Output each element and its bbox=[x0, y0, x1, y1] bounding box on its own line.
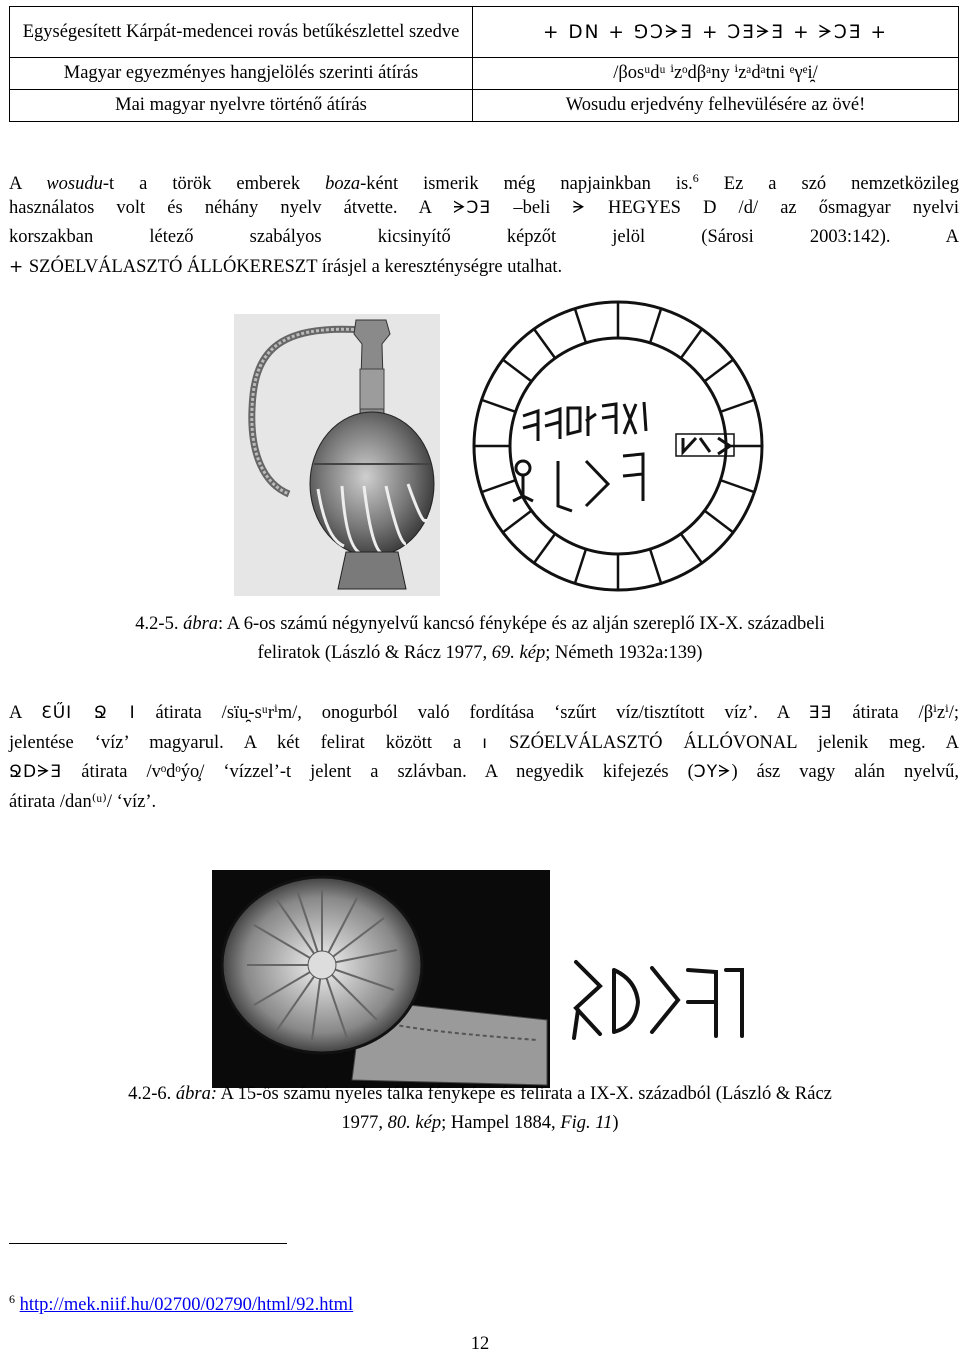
italic-term: boza bbox=[325, 174, 361, 195]
footnote-ref[interactable]: 6 bbox=[692, 171, 699, 185]
rune-separator: ı bbox=[482, 732, 488, 753]
caption-text: feliratok (László & Rácz 1977, bbox=[257, 643, 492, 663]
text: –beli bbox=[513, 197, 551, 218]
header-row3-label: Mai magyar nyelvre történő átírás bbox=[10, 90, 473, 122]
text: Ez a szó nemzetközileg bbox=[698, 174, 960, 195]
text: -t a török emberek bbox=[102, 174, 326, 195]
caption-number: 4.2-6. bbox=[128, 1084, 176, 1104]
footnote-link[interactable]: http://mek.niif.hu/02700/02790/html/92.html bbox=[19, 1295, 354, 1316]
text: -ként ismerik még napjainkban is. bbox=[360, 174, 693, 195]
text: korszakban létező szabályos kicsinyítő képzőt jelöl (Sárosi 2003:142). A bbox=[9, 227, 959, 247]
header-table bbox=[9, 6, 959, 122]
rune-glyphs: ƐŰI Ջ I bbox=[41, 703, 136, 723]
caption-ref: 80. kép bbox=[387, 1113, 442, 1133]
caption-text: ; Németh 1932a:139) bbox=[545, 643, 703, 663]
caption-text: : A 6-os számú négynyelvű kancsó fényképe és az alján szereplő IX-X. századbeli bbox=[218, 614, 825, 634]
header-row1-label: Egységesített Kárpát-medencei rovás betűkészlettel szedve bbox=[10, 7, 473, 58]
footnote bbox=[9, 1292, 353, 1316]
caption-label: ábra: bbox=[175, 1084, 218, 1104]
text: ) ász vagy alán nyelvű, bbox=[731, 762, 959, 782]
text: A bbox=[9, 174, 47, 195]
rune-cross: + bbox=[9, 256, 25, 277]
inscription-drawing bbox=[468, 296, 768, 596]
page-number: 12 bbox=[470, 1334, 490, 1354]
caption-label: ábra bbox=[183, 614, 219, 634]
header-row3-value: Wosudu erjedvény felhevülésére az övé! bbox=[473, 90, 959, 122]
footnote-separator bbox=[9, 1243, 287, 1244]
text: használatos volt és néhány nyelv átvette. A bbox=[9, 197, 432, 218]
figure1-caption bbox=[100, 610, 860, 668]
rune-glyph: ᗒ bbox=[572, 197, 586, 218]
header-row1-runes: + DN + ⅁ƆᗒƎ + ƆƎᗒƎ + ᗒƆƎ + bbox=[473, 7, 959, 58]
caption-number: 4.2-5. bbox=[135, 614, 184, 634]
figure2-caption bbox=[100, 1080, 860, 1138]
paragraph-1 bbox=[9, 164, 959, 282]
header-row2-value: /βosᵘdᵘ ⁱzᵒdβᵃny ⁱzᵃdᵃtni ᵉγᵉi̯/ bbox=[473, 58, 959, 90]
rune-glyphs: ƆYᗒ bbox=[693, 762, 732, 782]
text: SZÓELVÁLASZTÓ ÁLLÓKERESZT írásjel a kereszténységre utalhat. bbox=[24, 256, 563, 277]
caption-text: A 15-ös számú nyeles tálka fényképe és felirata a IX-X. századból (László & Rácz bbox=[217, 1084, 832, 1104]
caption-text: ) bbox=[612, 1113, 619, 1133]
caption-ref: Fig. 11 bbox=[560, 1113, 613, 1133]
text: HEGYES D /d/ az ősmagyar nyelvi bbox=[607, 197, 960, 218]
dish-inscription-drawing bbox=[566, 950, 746, 1046]
footnote-number: 6 bbox=[9, 1292, 15, 1306]
text: átirata /vᵒdᵒýo̧/ ‘vízzel’-t jelent a szlávban. A negyedik kifejezés ( bbox=[81, 762, 694, 782]
caption-text: 1977, bbox=[341, 1113, 388, 1133]
header-row2-label: Magyar egyezményes hangjelölés szerinti átírás bbox=[10, 58, 473, 90]
caption-text: ; Hampel 1884, bbox=[441, 1113, 561, 1133]
dish-photo bbox=[212, 870, 550, 1088]
text: A bbox=[9, 703, 22, 723]
jug-photo bbox=[234, 314, 440, 596]
rune-glyphs: ƎƎ bbox=[809, 703, 833, 723]
text: átirata /sïu̯-sᵘrⁱm/, onogurból való fordítása ‘szűrt víz/tisztított víz’. A bbox=[155, 703, 790, 723]
paragraph-2 bbox=[9, 699, 959, 817]
text: jelentése ‘víz’ magyarul. A két felirat között a bbox=[9, 732, 462, 753]
rune-glyphs: ՋDᗒƎ bbox=[9, 762, 63, 782]
rune-glyphs: ᗒƆƎ bbox=[453, 197, 492, 218]
italic-term: wosudu bbox=[46, 174, 103, 195]
text: átirata /dan⁽ᵘ⁾/ ‘víz’. bbox=[9, 791, 157, 812]
text: átirata /βⁱzⁱ/; bbox=[852, 703, 960, 723]
caption-ref: 69. kép bbox=[491, 643, 546, 663]
text: SZÓELVÁLASZTÓ ÁLLÓVONAL jelenik meg. A bbox=[509, 732, 959, 753]
